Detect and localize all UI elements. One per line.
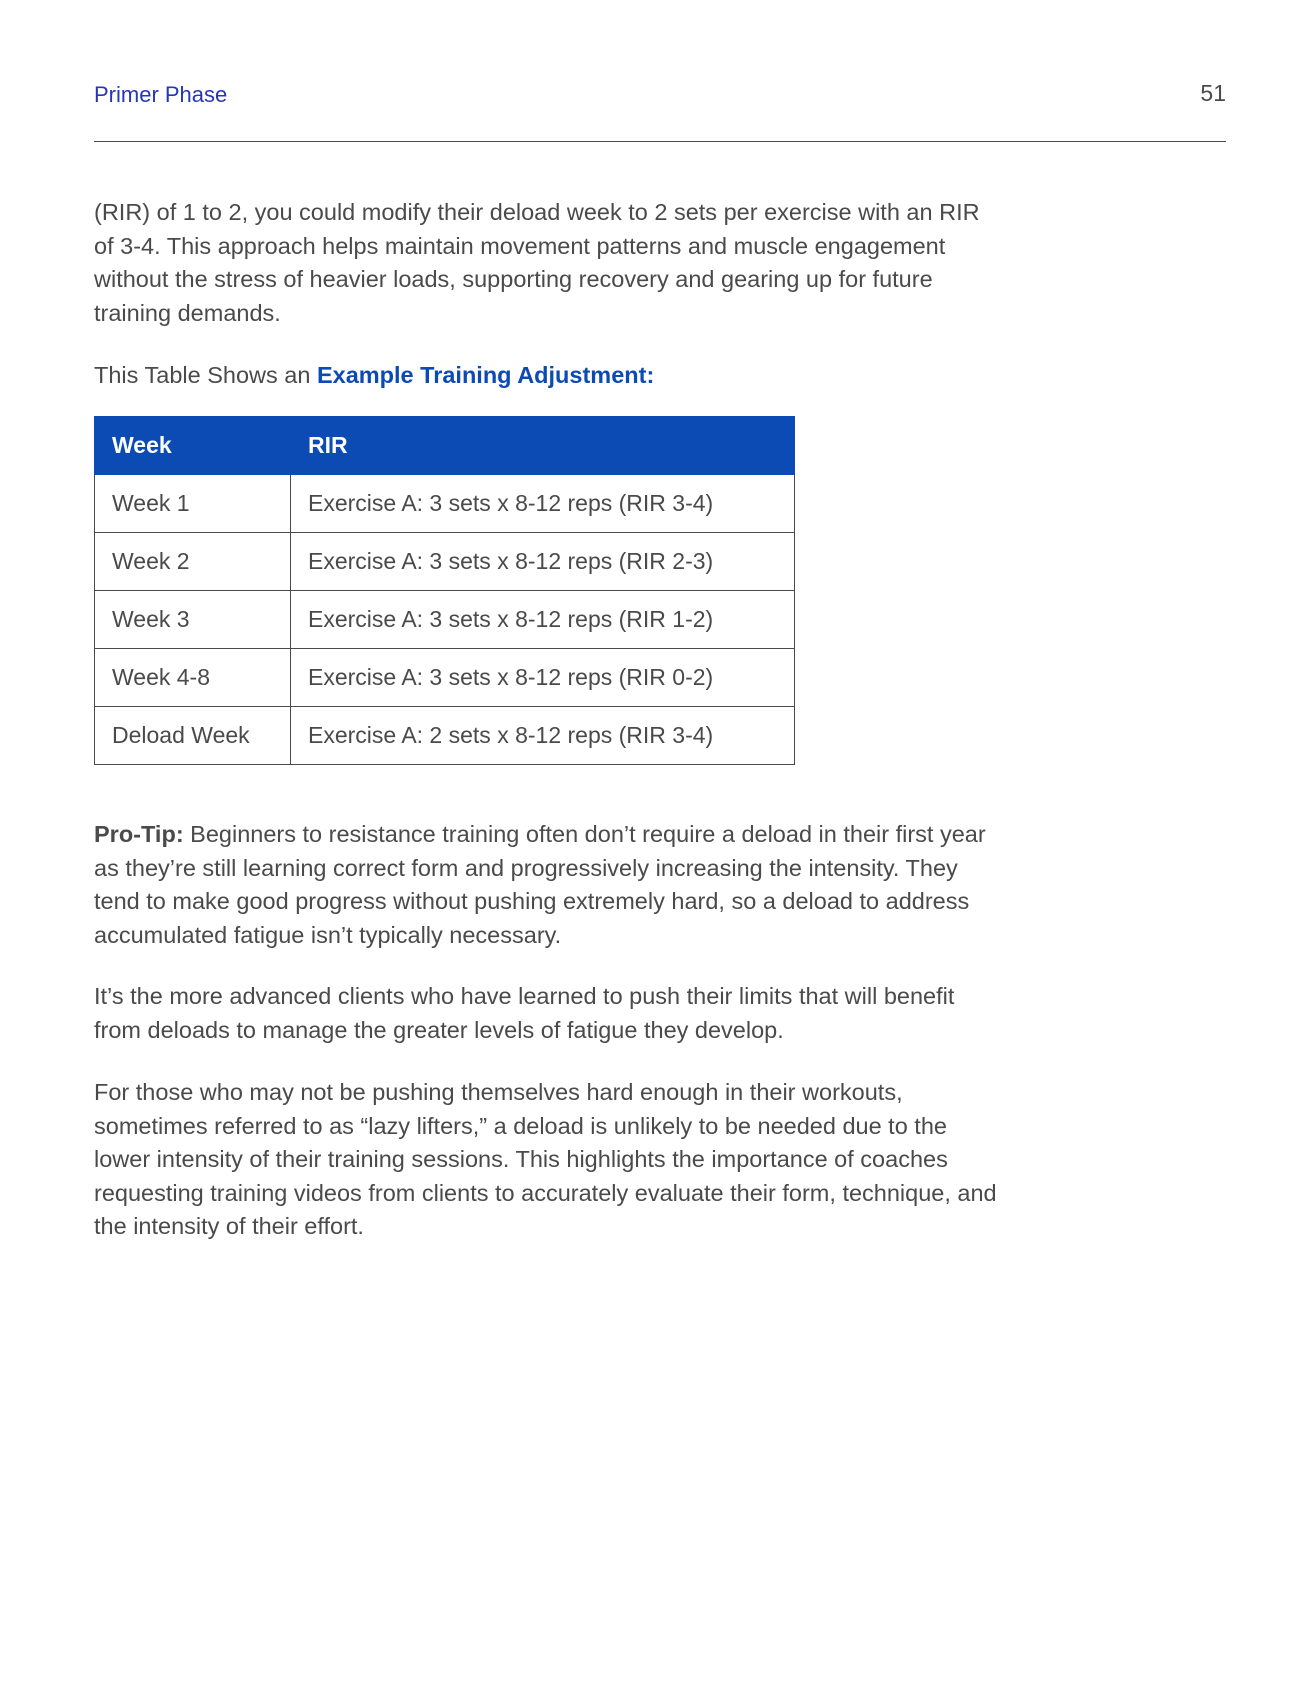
- table-row: [95, 475, 795, 533]
- training-adjustment-table: [94, 416, 795, 765]
- table-intro-prefix: This Table Shows an: [94, 362, 317, 388]
- rir-cell: Exercise A: 2 sets x 8-12 reps (RIR 3-4): [291, 707, 795, 765]
- rir-cell: Exercise A: 3 sets x 8-12 reps (RIR 2-3): [291, 533, 795, 591]
- column-header-week: Week: [95, 417, 291, 475]
- table-intro: [94, 359, 1004, 393]
- section-name: Primer Phase: [94, 82, 228, 107]
- page-header: [94, 80, 1226, 112]
- column-header-rir: RIR: [291, 417, 795, 475]
- table-row: [95, 707, 795, 765]
- week-cell: Week 4-8: [95, 649, 291, 707]
- advanced-clients-paragraph: It’s the more advanced clients who have learned to push their limits that will benefit from deloads to manage the greater levels of fatigue they develop.: [94, 983, 955, 1043]
- pro-tip-label: Pro-Tip:: [94, 821, 184, 847]
- lazy-lifters-paragraph: For those who may not be pushing themselves hard enough in their workouts, sometimes referred to as “lazy lifters,” a deload is unlikely to be needed due to the lower intensity of their training sessions. This highlights the importance of coaches requesting training videos from clients to accurately evaluate their form, technique, and the intensity of their effort.: [94, 1079, 997, 1239]
- pro-tip-paragraph: [94, 818, 1004, 952]
- intro-paragraph: (RIR) of 1 to 2, you could modify their deload week to 2 sets per exercise with an RIR of 3-4. This approach helps maintain movement patterns and muscle engagement without the stress of heavier loads, supporting recovery and gearing up for future training demands.: [94, 199, 980, 326]
- table-header-row: [95, 417, 795, 475]
- header-divider: [94, 141, 1226, 142]
- week-cell: Week 2: [95, 533, 291, 591]
- rir-cell: Exercise A: 3 sets x 8-12 reps (RIR 1-2): [291, 591, 795, 649]
- week-cell: Week 1: [95, 475, 291, 533]
- week-cell: Week 3: [95, 591, 291, 649]
- pro-tip-text: Beginners to resistance training often don’t require a deload in their first year as they’re still learning correct form and progressively increasing the intensity. They tend to make good progress without pushing extremely hard, so a deload to address accumulated fatigue isn’t typically necessary.: [94, 821, 986, 948]
- rir-cell: Exercise A: 3 sets x 8-12 reps (RIR 3-4): [291, 475, 795, 533]
- rir-cell: Exercise A: 3 sets x 8-12 reps (RIR 0-2): [291, 649, 795, 707]
- table-row: [95, 591, 795, 649]
- table-row: [95, 533, 795, 591]
- page-number: 51: [1200, 80, 1226, 106]
- table-intro-highlight: Example Training Adjustment:: [316, 362, 655, 388]
- week-cell: Deload Week: [95, 707, 291, 765]
- table-row: [95, 649, 795, 707]
